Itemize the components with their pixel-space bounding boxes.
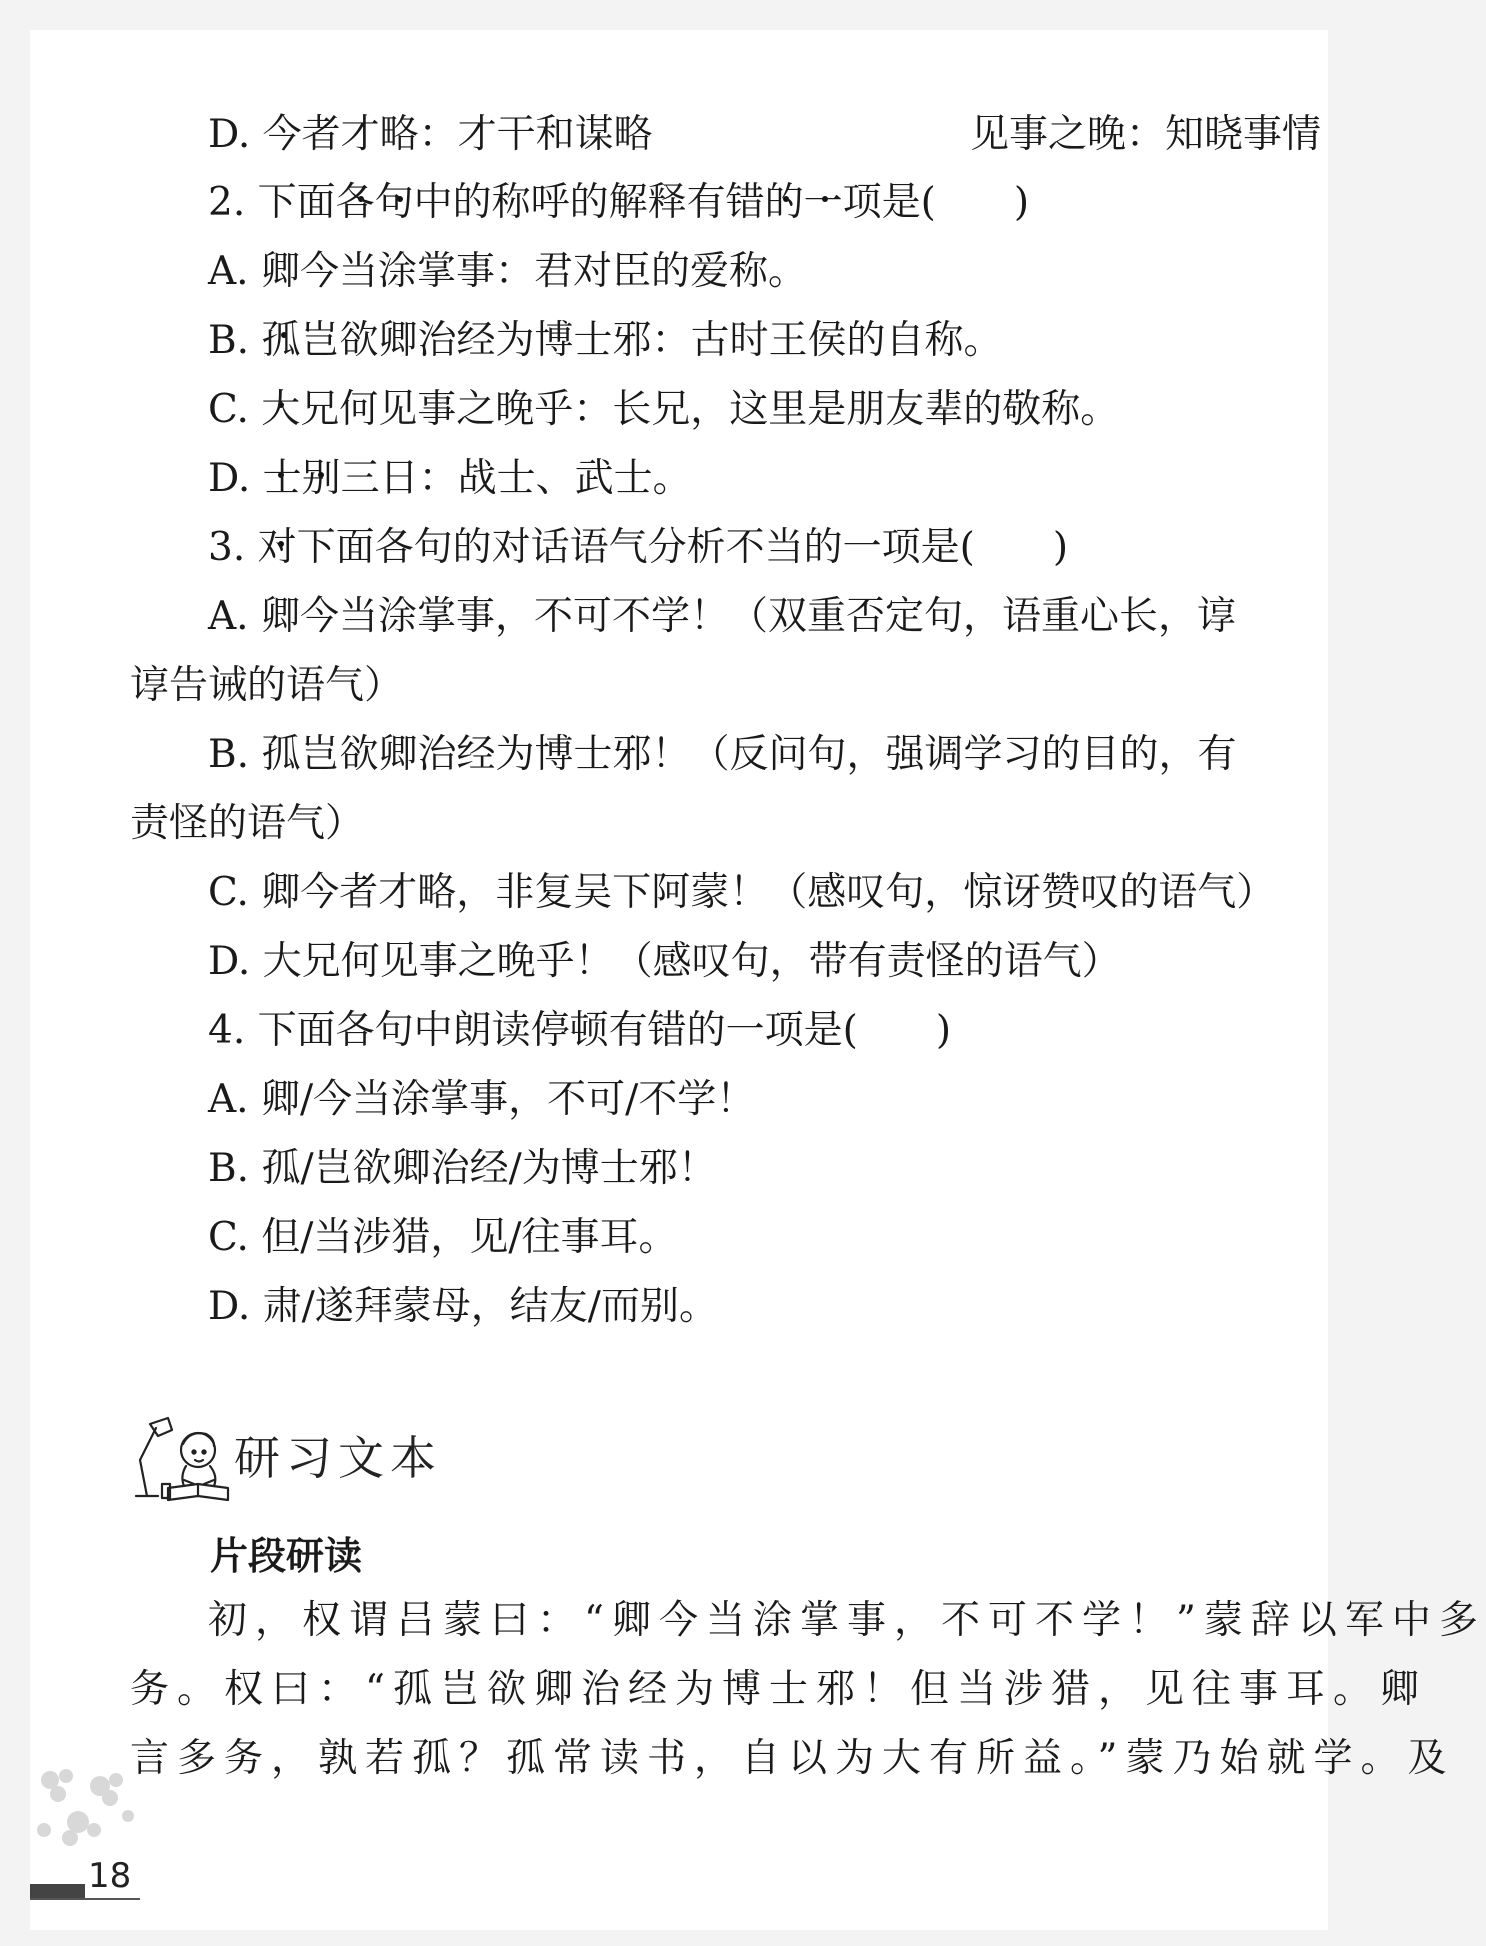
flower-decoration bbox=[30, 1760, 150, 1870]
q1-option-d-left: D. 今者才略：才干和谋略 bbox=[208, 112, 653, 157]
q4-option-c: C. 但/当涉猎，见/往事耳。 bbox=[208, 1215, 678, 1260]
q4-option-b: B. 孤/岂欲卿治经/为博士邪！ bbox=[208, 1146, 717, 1191]
q2-option-b: B. 孤岂欲卿治经为博士邪：古时王侯的自称。 bbox=[208, 318, 1003, 363]
page-number: 18 bbox=[88, 1856, 132, 1896]
q3-option-a-line1: A. 卿今当涂掌事，不可不学！（双重否定句，语重心长，谆 bbox=[208, 594, 1236, 639]
q2-option-c: C. 大兄何见事之晚乎：长兄，这里是朋友辈的敬称。 bbox=[208, 387, 1120, 432]
passage-line: 言多务，孰若孤？孤常读书，自以为大有所益。”蒙乃始就学。及 bbox=[130, 1736, 1455, 1781]
passage-line: 务。权曰：“孤岂欲卿治经为博士邪！但当涉猎，见往事耳。卿 bbox=[130, 1667, 1427, 1712]
q4-stem: 4. 下面各句中朗读停顿有错的一项是( ) bbox=[208, 1008, 952, 1053]
page-number-rule bbox=[30, 1898, 140, 1900]
q2-option-d: D. 士别三日：战士、武士。 bbox=[208, 456, 692, 501]
q3-option-d: D. 大兄何见事之晚乎！（感叹句，带有责怪的语气） bbox=[208, 939, 1121, 984]
q3-option-b-line1: B. 孤岂欲卿治经为博士邪！（反问句，强调学习的目的，有 bbox=[208, 732, 1237, 777]
q1-option-d-right: 见事之晚：知晓事情 bbox=[970, 112, 1322, 157]
q3-option-c: C. 卿今者才略，非复吴下阿蒙！（感叹句，惊讶赞叹的语气） bbox=[208, 870, 1276, 915]
section-heading bbox=[128, 1400, 628, 1510]
q3-stem: 3. 对下面各句的对话语气分析不当的一项是( ) bbox=[208, 525, 1069, 570]
q2-stem: 2. 下面各句中的称呼的解释有错的一项是( ) bbox=[208, 180, 1030, 225]
q4-option-a: A. 卿/今当涂掌事，不可/不学！ bbox=[208, 1077, 756, 1122]
q3-option-b-line2: 责怪的语气） bbox=[130, 801, 365, 846]
q2-option-a: A. 卿今当涂掌事：君对臣的爱称。 bbox=[208, 249, 807, 294]
q3-option-a-line2: 谆告诫的语气） bbox=[130, 663, 404, 708]
q4-option-d: D. 肃/遂拜蒙母，结友/而别。 bbox=[208, 1284, 718, 1329]
q1-option-d bbox=[208, 108, 1322, 162]
passage-line: 初，权谓吕蒙曰：“卿今当涂掌事，不可不学！”蒙辞以军中多 bbox=[208, 1598, 1486, 1643]
student-reading-icon bbox=[128, 1400, 232, 1510]
section-title: 研习文本 bbox=[234, 1431, 442, 1485]
section-subtitle: 片段研读 bbox=[210, 1534, 363, 1578]
